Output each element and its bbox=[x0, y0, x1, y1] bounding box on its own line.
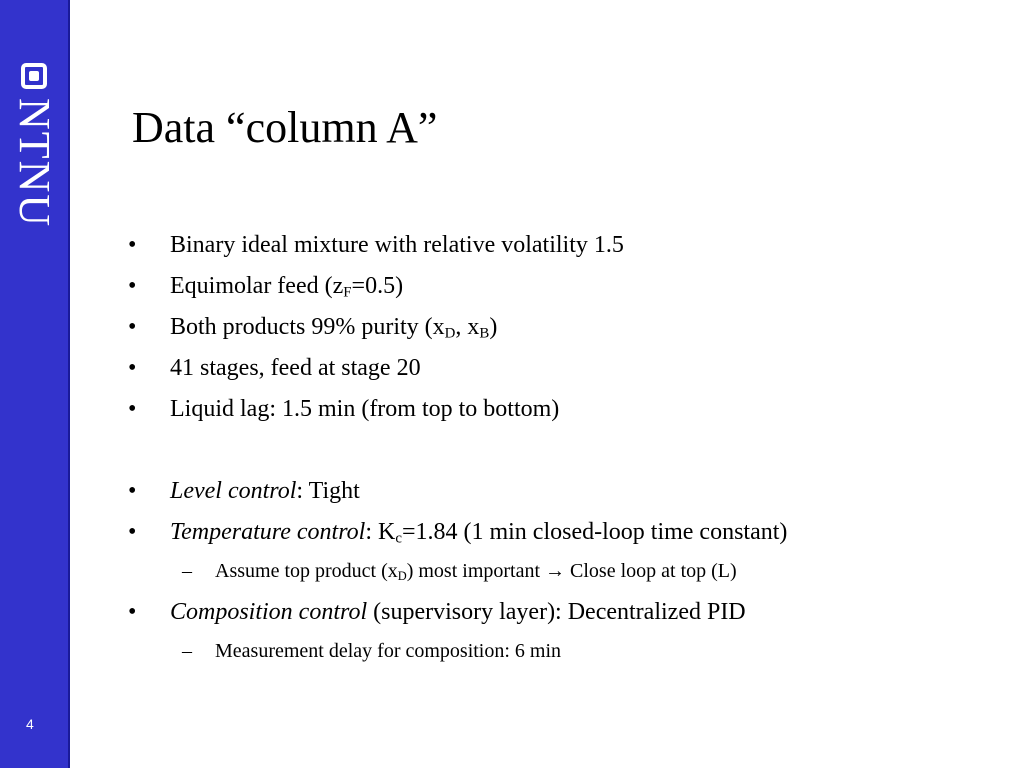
bullet-text-post: : Tight bbox=[296, 478, 360, 504]
bullet-temperature-control bbox=[128, 515, 988, 556]
bullet-text-post: =0.5) bbox=[351, 273, 404, 299]
sub-bullet-marker: – bbox=[182, 640, 192, 662]
bullet-marker: • bbox=[128, 232, 137, 258]
bullet-marker: • bbox=[128, 599, 137, 625]
ntnu-logo-text: NTNU bbox=[10, 98, 59, 229]
bullet-text-pre: Both products 99% purity (x bbox=[170, 314, 445, 340]
bullet-marker: • bbox=[128, 355, 137, 381]
ntnu-logo-icon-inner bbox=[29, 71, 39, 81]
ntnu-sidebar bbox=[0, 0, 68, 768]
bullet-text-emphasis: Level control bbox=[170, 478, 297, 504]
subscript-b: B bbox=[479, 325, 490, 342]
bullet-text: Liquid lag: 1.5 min (from top to bottom) bbox=[170, 396, 560, 422]
bullet-text-mid: , x bbox=[455, 314, 480, 340]
bullet-marker: • bbox=[128, 478, 137, 504]
bullet-text-post: =1.84 (1 min closed-loop time constant) bbox=[401, 519, 788, 545]
bullet-liquid-lag bbox=[128, 392, 988, 433]
subscript-d: D bbox=[444, 325, 456, 342]
sub-bullet-marker: – bbox=[182, 560, 192, 582]
page-number: 4 bbox=[26, 716, 34, 732]
bullet-text-pre: Equimolar feed (z bbox=[170, 273, 344, 299]
subscript-c: c bbox=[395, 530, 402, 547]
bullet-text: Binary ideal mixture with relative volatility 1.5 bbox=[170, 232, 624, 258]
sub-bullet-measurement-delay bbox=[128, 636, 988, 675]
bullet-text-emphasis: Composition control bbox=[170, 599, 368, 625]
bullet-marker: • bbox=[128, 396, 137, 422]
subscript-f: F bbox=[343, 284, 352, 301]
slide-content bbox=[128, 228, 988, 675]
bullet-marker: • bbox=[128, 273, 137, 299]
bullet-relative-volatility bbox=[128, 228, 988, 269]
sub-bullet-text-post: ) most important → Close loop at top (L) bbox=[406, 560, 737, 582]
bullet-product-purity bbox=[128, 310, 988, 351]
bullet-text-pre: : K bbox=[365, 519, 396, 545]
sub-bullet-text-pre: Assume top product (x bbox=[215, 560, 398, 582]
bullet-text-post: ) bbox=[489, 314, 498, 340]
sidebar-divider bbox=[68, 0, 70, 768]
bullet-composition-control bbox=[128, 595, 988, 636]
bullet-marker: • bbox=[128, 314, 137, 340]
sub-bullet-text: Measurement delay for composition: 6 min bbox=[215, 640, 562, 662]
bullet-equimolar-feed bbox=[128, 269, 988, 310]
bullet-text-emphasis: Temperature control bbox=[170, 519, 366, 545]
ntnu-logo-icon bbox=[21, 63, 47, 89]
bullet-text-post: (supervisory layer): Decentralized PID bbox=[367, 599, 746, 625]
bullet-stages bbox=[128, 351, 988, 392]
subscript-d: D bbox=[397, 569, 407, 584]
bullet-marker: • bbox=[128, 519, 137, 545]
bullet-level-control bbox=[128, 474, 988, 515]
bullet-gap bbox=[128, 433, 988, 474]
slide-title: Data “column A” bbox=[132, 103, 438, 152]
bullet-text: 41 stages, feed at stage 20 bbox=[170, 355, 421, 381]
sub-bullet-top-product bbox=[128, 556, 988, 595]
